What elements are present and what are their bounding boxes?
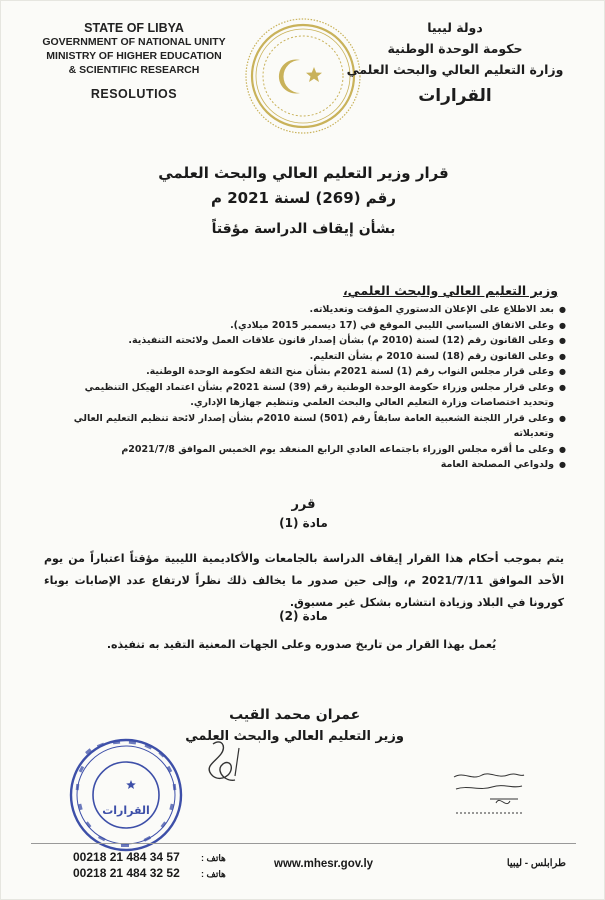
signatory-title: وزير التعليم العالي والبحث العلمي	[185, 729, 404, 744]
preamble-item: ● وعلى قرار مجلس النواب رقم (1) لسنة 2021م بشأن منح الثقة لحكومة الوحدة الوطنية.	[66, 364, 566, 380]
footer-phone-labels	[201, 850, 226, 882]
preamble-item: ● وعلى القانون رقم (12) لسنة (2010 م) بشأن إصدار قانون علاقات العمل ولائحته التنفيذية.	[66, 333, 566, 349]
stamp-label: القرارات	[102, 804, 150, 817]
phone-label-2: هاتف :	[201, 869, 226, 879]
header-english	[39, 21, 229, 101]
registry-annotation	[450, 769, 528, 821]
header-ar-government: حكومة الوحدة الوطنية	[387, 41, 523, 56]
preamble-item: ● وعلى الاتفاق السياسي الليبي الموقع في (17 ديسمبر 2015 ميلادي).	[66, 318, 566, 334]
header-arabic	[340, 17, 570, 107]
article-1-text: يتم بموجب أحكام هذا القرار إيقاف الدراسة بالجامعات والأكاديمية الليبية مؤقتاً اعتباراً من يوم الأحد الموافق 2021/7/11 م، وإلى حين صدور ما يخالف ذلك نظراً لارتفاع عدد الإصابات بوباء كورونا في البلاد وزيادة انتشاره بشكل غير مسبوق.	[44, 552, 564, 609]
preamble-item: ● وعلى القانون رقم (18) لسنة 2010 م بشأن التعليم.	[66, 349, 566, 365]
header-en-research: & SCIENTIFIC RESEARCH	[68, 64, 200, 76]
header-en-ministry: MINISTRY OF HIGHER EDUCATION	[46, 50, 222, 62]
preamble-item: ● ولدواعي المصلحة العامة	[66, 457, 566, 473]
footer	[1, 849, 605, 889]
footer-city: طرابلس - ليبيا	[506, 858, 566, 869]
footer-website: www.mhesr.gov.ly	[274, 858, 374, 870]
footer-phones	[73, 849, 180, 881]
decision-title	[111, 161, 496, 241]
header-ar-ministry: وزارة التعليم العالي والبحث العلمي	[346, 62, 564, 77]
header-ar-resolutions: القرارات	[418, 86, 492, 106]
article-2-title: مادة (2)	[279, 609, 328, 623]
decision-word: قرر	[291, 497, 316, 512]
preamble-item: ● وعلى قرار اللجنة الشعبية العامة سابقاً رقم (501) لسنة 2010م بشأن إصدار لائحة تنظيم التعليم العالي وتعديلاته	[66, 411, 566, 442]
title-line-number: رقم (269) لسنة 2021 م	[210, 189, 396, 207]
phone-label-1: هاتف :	[201, 853, 226, 863]
preamble-item: ● بعد الاطلاع على الإعلان الدستوري المؤقت وتعديلاته.	[66, 302, 566, 318]
header-ar-state: دولة ليبيا	[427, 20, 483, 35]
footer-divider	[31, 843, 576, 844]
preamble-list	[66, 302, 566, 473]
handwritten-signature	[191, 736, 271, 786]
header-en-resolutions: RESOLUTIOS	[90, 87, 178, 101]
phone-number-2: 00218 21 484 32 52	[73, 866, 180, 880]
header-en-government: GOVERNMENT OF NATIONAL UNITY	[42, 36, 226, 48]
signatory-name: عمران محمد القيب	[229, 707, 361, 723]
article-2-text: يُعمل بهذا القرار من تاريخ صدوره وعلى الجهات المعنية التقيد به تنفيذه.	[106, 638, 497, 651]
preamble-item: ● وعلى قرار مجلس وزراء حكومة الوحدة الوطنية رقم (39) لسنة 2021م بشأن اعتماد الهيكل التنظيمي وتحديد اختصاصات وزارة التعليم العالي والبحث العلمي وتنظيم جهازها الإداري.	[66, 380, 566, 411]
header-en-state: STATE OF LIBYA	[84, 21, 184, 35]
article-1-title: مادة (1)	[279, 516, 328, 530]
preamble-heading: وزير التعليم العالي والبحث العلمي،	[342, 283, 558, 298]
phone-number-1: 00218 21 484 34 57	[73, 850, 180, 864]
title-line-subject: بشأن إيقاف الدراسة مؤقتاً	[211, 221, 396, 237]
title-line-minister: قرار وزير التعليم العالي والبحث العلمي	[158, 164, 449, 182]
preamble-item: ● وعلى ما أقره مجلس الوزراء باجتماعه العادي الرابع المنعقد يوم الخميس الموافق 2021/7/8م	[66, 442, 566, 458]
official-stamp	[67, 736, 185, 854]
